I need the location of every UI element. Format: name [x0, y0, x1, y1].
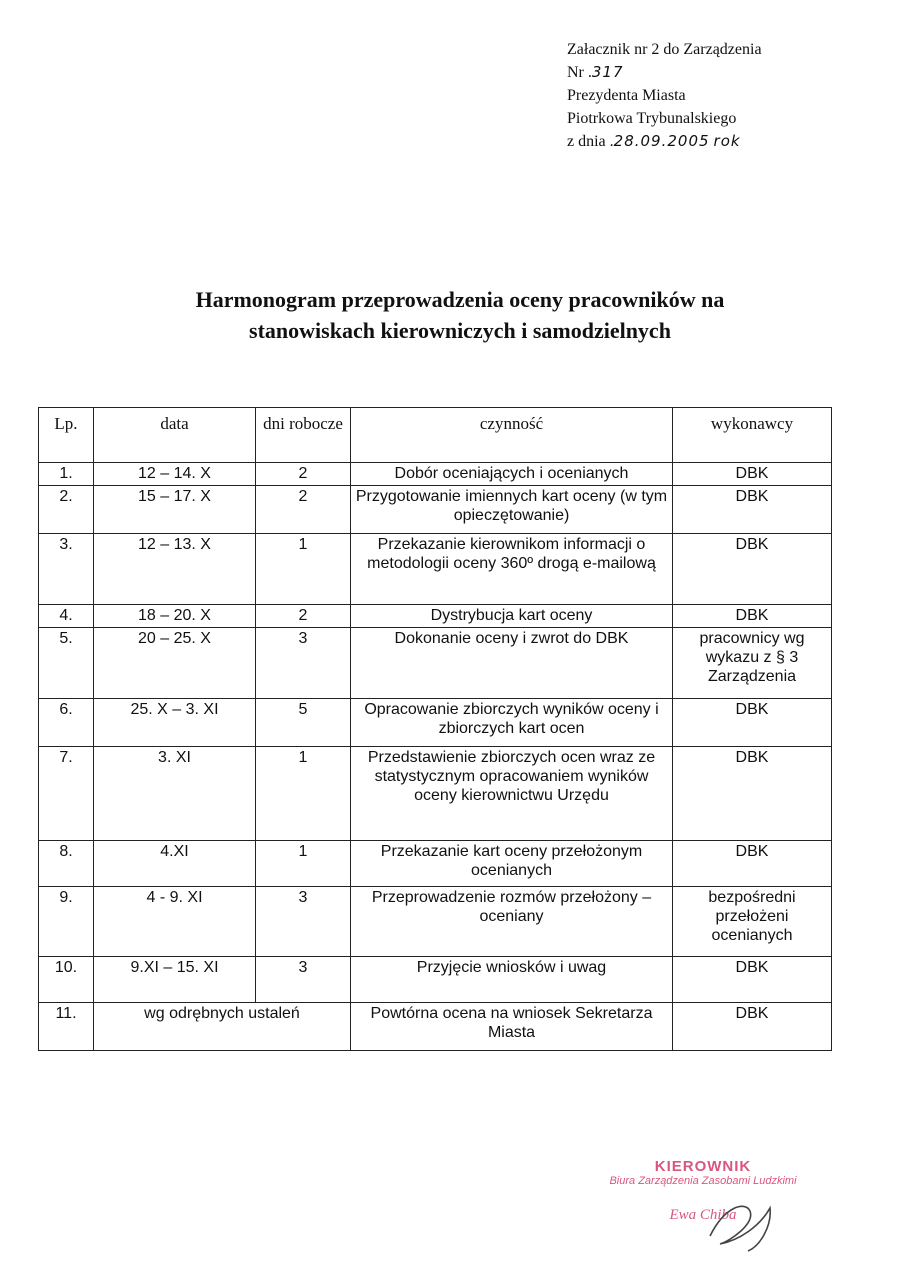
- cell-wykonawcy: pracownicy wg wykazu z § 3 Zarządzenia: [673, 628, 832, 699]
- cell-data: 12 – 13. X: [94, 534, 256, 605]
- cell-czynnosc: Przygotowanie imiennych kart oceny (w tym opieczętowanie): [351, 486, 673, 534]
- header-nr-prefix: Nr .: [567, 64, 592, 81]
- cell-wykonawcy: bezpośredni przełożeni ocenianych: [673, 887, 832, 957]
- header-lp: Lp.: [39, 408, 94, 463]
- table-row: [39, 887, 832, 957]
- table-row: [39, 747, 832, 841]
- cell-lp: 1.: [39, 463, 94, 486]
- cell-dni: 3: [256, 887, 351, 957]
- cell-wykonawcy: DBK: [673, 534, 832, 605]
- cell-data: 4 - 9. XI: [94, 887, 256, 957]
- header-dni-robocze: dni robocze: [256, 408, 351, 463]
- cell-dni: 3: [256, 957, 351, 1003]
- header-line-5: [567, 130, 762, 153]
- header-date-prefix: z dnia .: [567, 133, 614, 150]
- cell-czynnosc: Dobór oceniających i ocenianych: [351, 463, 673, 486]
- cell-data: 20 – 25. X: [94, 628, 256, 699]
- title-line-2: stanowiskach kierowniczych i samodzielnych: [249, 318, 671, 343]
- table-row: [39, 1003, 832, 1051]
- cell-dni: 1: [256, 534, 351, 605]
- cell-lp: 2.: [39, 486, 94, 534]
- cell-data: wg odrębnych ustaleń: [94, 1003, 351, 1051]
- cell-wykonawcy: DBK: [673, 1003, 832, 1051]
- header-line-4: Piotrkowa Trybunalskiego: [567, 110, 737, 127]
- cell-lp: 9.: [39, 887, 94, 957]
- stamp-name: Ewa Chiba: [669, 1207, 737, 1223]
- handwritten-number: 317: [591, 63, 624, 81]
- cell-dni: 2: [256, 463, 351, 486]
- cell-dni: 5: [256, 699, 351, 747]
- cell-czynnosc: Przyjęcie wniosków i uwag: [351, 957, 673, 1003]
- cell-wykonawcy: DBK: [673, 841, 832, 887]
- header-line-1: Załacznik nr 2 do Zarządzenia: [567, 41, 762, 58]
- document-header: [567, 38, 762, 153]
- cell-lp: 3.: [39, 534, 94, 605]
- cell-lp: 4.: [39, 605, 94, 628]
- cell-data: 15 – 17. X: [94, 486, 256, 534]
- cell-lp: 11.: [39, 1003, 94, 1051]
- header-wykonawcy: wykonawcy: [673, 408, 832, 463]
- cell-czynnosc: Powtórna ocena na wniosek Sekretarza Miasta: [351, 1003, 673, 1051]
- cell-wykonawcy: DBK: [673, 486, 832, 534]
- table-row: [39, 534, 832, 605]
- table-row: [39, 957, 832, 1003]
- header-czynnosc: czynność: [351, 408, 673, 463]
- stamp-department: Biura Zarządzenia Zasobami Ludzkimi: [609, 1175, 797, 1187]
- cell-lp: 7.: [39, 747, 94, 841]
- table-row: [39, 605, 832, 628]
- header-line-3: Prezydenta Miasta: [567, 87, 686, 104]
- cell-dni: 2: [256, 486, 351, 534]
- cell-lp: 5.: [39, 628, 94, 699]
- cell-data: 4.XI: [94, 841, 256, 887]
- table-row: [39, 463, 832, 486]
- header-line-2: [567, 61, 762, 84]
- table-row: [39, 699, 832, 747]
- cell-czynnosc: Przeprowadzenie rozmów przełożony – oceniany: [351, 887, 673, 957]
- cell-data: 18 – 20. X: [94, 605, 256, 628]
- cell-dni: 3: [256, 628, 351, 699]
- cell-czynnosc: Przekazanie kierownikom informacji o metodologii oceny 360º drogą e-mailową: [351, 534, 673, 605]
- cell-wykonawcy: DBK: [673, 747, 832, 841]
- handwritten-date-suffix: rok: [713, 132, 741, 150]
- header-data: data: [94, 408, 256, 463]
- title-line-1: Harmonogram przeprowadzenia oceny pracowników na: [195, 287, 725, 312]
- table-row: [39, 841, 832, 887]
- table-header-row: [39, 408, 832, 463]
- cell-lp: 6.: [39, 699, 94, 747]
- cell-czynnosc: Opracowanie zbiorczych wyników oceny i zbiorczych kart ocen: [351, 699, 673, 747]
- cell-wykonawcy: DBK: [673, 699, 832, 747]
- cell-czynnosc: Przekazanie kart oceny przełożonym ocenianych: [351, 841, 673, 887]
- cell-dni: 1: [256, 841, 351, 887]
- cell-wykonawcy: DBK: [673, 605, 832, 628]
- table-row: [39, 628, 832, 699]
- cell-dni: 1: [256, 747, 351, 841]
- cell-czynnosc: Dystrybucja kart oceny: [351, 605, 673, 628]
- signature-icon: [690, 1196, 800, 1256]
- cell-czynnosc: Przedstawienie zbiorczych ocen wraz ze statystycznym opracowaniem wyników oceny kierownictwu Urzędu: [351, 747, 673, 841]
- cell-lp: 8.: [39, 841, 94, 887]
- cell-data: 3. XI: [94, 747, 256, 841]
- cell-wykonawcy: DBK: [673, 957, 832, 1003]
- stamp-title: KIEROWNIK: [654, 1158, 752, 1175]
- cell-data: 9.XI – 15. XI: [94, 957, 256, 1003]
- cell-dni: 2: [256, 605, 351, 628]
- cell-lp: 10.: [39, 957, 94, 1003]
- cell-data: 25. X – 3. XI: [94, 699, 256, 747]
- handwritten-date: 28.09.2005: [613, 132, 710, 150]
- cell-czynnosc: Dokonanie oceny i zwrot do DBK: [351, 628, 673, 699]
- cell-wykonawcy: DBK: [673, 463, 832, 486]
- document-title: [60, 284, 860, 346]
- table-body: [39, 463, 832, 1051]
- cell-data: 12 – 14. X: [94, 463, 256, 486]
- schedule-table: [38, 407, 832, 1051]
- table-row: [39, 486, 832, 534]
